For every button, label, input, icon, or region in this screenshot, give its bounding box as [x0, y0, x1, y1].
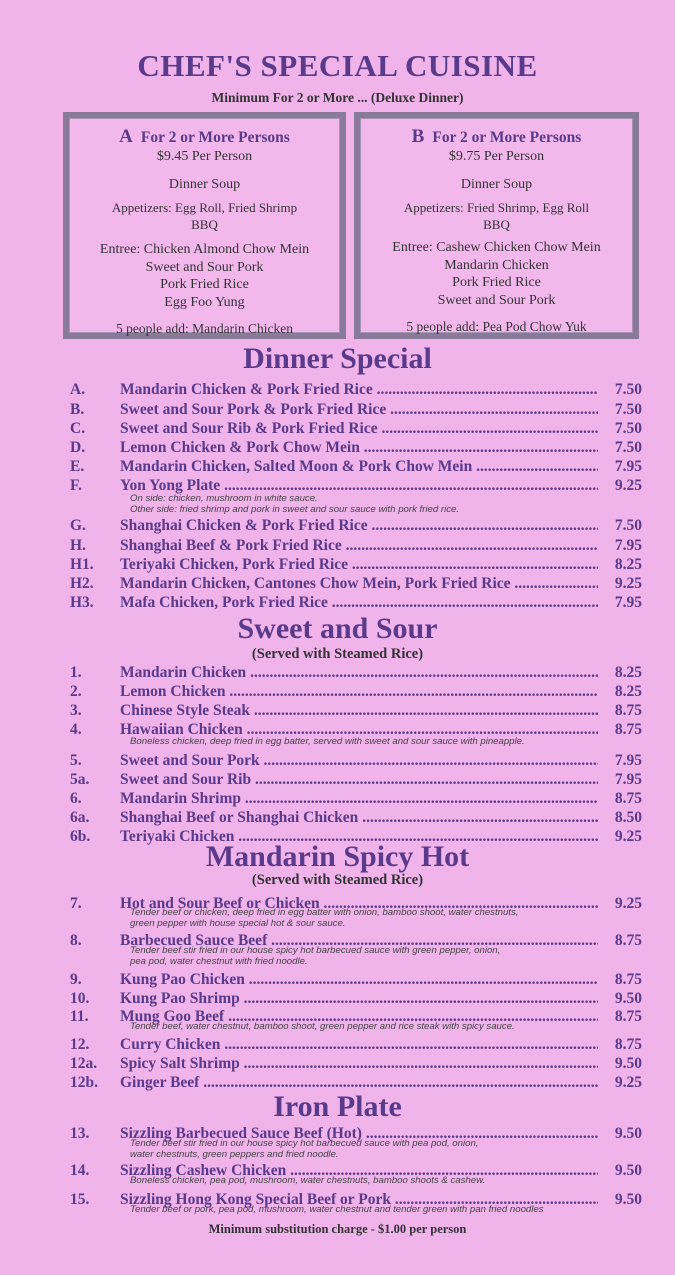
item-price: 9.50 [598, 1162, 642, 1180]
item-price: 9.50 [598, 1125, 642, 1143]
item-name: Sweet and Sour Rib & Pork Fried Rice ..... [120, 420, 598, 438]
menu-item [70, 556, 642, 574]
item-name: Teriyaki Chicken, Pork Fried Rice ..... [120, 556, 598, 574]
item-name: Mandarin Chicken & Pork Fried Rice ..... [120, 381, 598, 399]
item-price: 9.25 [598, 895, 642, 913]
item-price: 7.95 [598, 752, 642, 770]
deluxe-box-b [354, 112, 639, 339]
item-name: Mandarin Shrimp ..... [120, 790, 598, 808]
item-number: 4. [70, 721, 82, 738]
menu-item [70, 752, 642, 770]
deluxe-price: $9.75 Per Person [448, 149, 545, 164]
deluxe-entree [360, 239, 633, 309]
menu-item [70, 809, 642, 827]
item-number: G. [70, 517, 86, 534]
item-number: 5a. [70, 771, 90, 788]
menu-subtitle: Minimum For 2 or More ... (Deluxe Dinner) [211, 90, 464, 105]
item-description [130, 1139, 630, 1160]
item-number: 15. [70, 1191, 90, 1208]
item-description-line: green pepper with house special hot & sour sauce. [130, 917, 346, 929]
deluxe-entree-line: Mandarin Chicken [444, 257, 549, 273]
item-name: Lemon Chicken & Pork Chow Mein ..... [120, 439, 598, 457]
item-price: 8.25 [598, 683, 642, 701]
deluxe-entree [69, 241, 340, 311]
item-name: Teriyaki Chicken ..... [120, 828, 598, 846]
menu-item [70, 458, 642, 476]
deluxe-entree-line: Entree: Cashew Chicken Chow Mein [392, 240, 601, 255]
item-name: Shanghai Beef or Shanghai Chicken ..... [120, 809, 598, 827]
section-title-iron-plate: Iron Plate [273, 1090, 402, 1123]
deluxe-appetizers-line1: Appetizers: Egg Roll, Fried Shrimp [111, 200, 298, 215]
item-name: Kung Pao Shrimp ..... [120, 990, 598, 1008]
item-number: H3. [70, 594, 94, 611]
item-price: 7.95 [598, 594, 642, 612]
deluxe-appetizers-line2: BBQ [483, 217, 510, 232]
item-name: Ginger Beef ..... [120, 1074, 598, 1092]
item-price: 9.50 [598, 990, 642, 1008]
menu-item [70, 1055, 642, 1073]
item-number: F. [70, 477, 82, 494]
item-name: Sweet and Sour Rib ..... [120, 771, 598, 789]
item-number: 13. [70, 1125, 90, 1142]
deluxe-entree-line: Sweet and Sour Pork [437, 292, 556, 308]
item-description-line: pea pod, water chestnut with fried noodle. [130, 955, 308, 967]
deluxe-heading [69, 126, 340, 148]
item-name: Mandarin Chicken, Salted Moon & Pork Chow Mein ..... [120, 458, 598, 476]
menu-item [70, 401, 642, 419]
item-price: 7.95 [598, 458, 642, 476]
item-name: Sweet and Sour Pork & Pork Fried Rice ..... [120, 401, 598, 419]
deluxe-entree-line: Entree: Chicken Almond Chow Mein [99, 242, 310, 257]
item-price: 8.25 [598, 556, 642, 574]
deluxe-appetizers-line2: BBQ [191, 217, 218, 232]
item-description-line: water chestnuts, green peppers and fried noodle. [130, 1148, 339, 1160]
item-price: 9.25 [598, 477, 642, 495]
menu-title: CHEF'S SPECIAL CUISINE [137, 48, 538, 83]
menu-item [70, 381, 642, 399]
item-name: Curry Chicken ..... [120, 1036, 598, 1054]
menu-item [70, 537, 642, 555]
item-price: 7.50 [598, 381, 642, 399]
item-number: D. [70, 439, 86, 456]
item-description-line: Other side: fried shrimp and pork in sweet and sour sauce with pork fried rice. [130, 503, 460, 515]
item-number: 2. [70, 683, 82, 700]
item-price: 8.75 [598, 971, 642, 989]
substitution-note: Minimum substitution charge - $1.00 per person [208, 1222, 467, 1236]
item-price: 8.75 [598, 702, 642, 720]
item-name: Hot and Sour Beef or Chicken ..... [120, 895, 598, 913]
deluxe-appetizers-line1: Appetizers: Fried Shrimp, Egg Roll [403, 200, 590, 215]
item-number: 6. [70, 790, 82, 807]
item-price: 9.25 [598, 828, 642, 846]
item-name: Spicy Salt Shrimp ..... [120, 1055, 598, 1073]
item-price: 9.25 [598, 1074, 642, 1092]
item-description-line: Tender beef stir fried in our house spicy hot barbecued sauce with pea pod, onion, [130, 1138, 479, 1149]
item-number: B. [70, 401, 85, 418]
item-number: 10. [70, 990, 90, 1007]
item-number: 12. [70, 1036, 90, 1053]
section-title-mandarin-spicy-hot: Mandarin Spicy Hot [205, 840, 470, 873]
menu-item [70, 971, 642, 989]
deluxe-add: 5 people add: Pea Pod Chow Yuk [406, 319, 587, 334]
item-number: 6b. [70, 828, 91, 845]
item-number: 7. [70, 895, 82, 912]
item-number: E. [70, 458, 85, 475]
item-price: 8.75 [598, 721, 642, 739]
item-description-line: Tender beef stir fried in our house spicy hot barbecued sauce with green pepper, onion, [130, 945, 501, 956]
deluxe-entree-line: Pork Fried Rice [452, 275, 541, 290]
item-price: 8.75 [598, 790, 642, 808]
item-number: 1. [70, 664, 82, 681]
item-number: H1. [70, 556, 94, 573]
item-description-line: On side: chicken, mushroom in white sauce. [130, 493, 318, 504]
item-description: Tender beef or pork, pea pod, mushroom, water chestnut and tender green with pan fried noodles [130, 1204, 544, 1215]
item-name: Kung Pao Chicken ..... [120, 971, 598, 989]
item-price: 9.50 [598, 1055, 642, 1073]
item-number: A. [70, 381, 86, 398]
item-price: 7.50 [598, 439, 642, 457]
item-name: Shanghai Chicken & Pork Fried Rice ..... [120, 517, 598, 535]
item-number: 11. [70, 1008, 89, 1025]
item-price: 7.95 [598, 771, 642, 789]
menu-item [70, 990, 642, 1008]
item-price: 8.50 [598, 809, 642, 827]
item-number: 3. [70, 702, 82, 719]
item-name: Sweet and Sour Pork ..... [120, 752, 598, 770]
menu-item [70, 517, 642, 535]
item-description: Boneless chicken, deep fried in egg batter, served with sweet and sour sauce with pineapple. [130, 736, 525, 747]
item-number: 12b. [70, 1074, 98, 1091]
deluxe-letter: B [411, 126, 425, 147]
item-description-line: Tender beef or chicken, deep fried in egg batter with onion, bamboo shoot, water chestnuts, [130, 907, 519, 918]
deluxe-soup: Dinner Soup [168, 177, 241, 192]
item-price: 7.50 [598, 517, 642, 535]
menu-item [70, 664, 642, 682]
item-name: Mung Goo Beef ..... [120, 1008, 598, 1026]
item-description [130, 494, 630, 515]
deluxe-box-a [63, 112, 346, 339]
item-number: 12a. [70, 1055, 98, 1072]
item-price: 8.75 [598, 932, 642, 950]
item-description: Tender beef, water chestnut, bamboo shoot, green pepper and rice steak with spicy sauce. [130, 1021, 515, 1032]
menu-item [70, 1036, 642, 1054]
item-number: 5. [70, 752, 82, 769]
item-price: 7.50 [598, 420, 642, 438]
item-number: C. [70, 420, 86, 437]
item-price: 9.50 [598, 1191, 642, 1209]
menu-item [70, 439, 642, 457]
item-name: Mafa Chicken, Pork Fried Rice ..... [120, 594, 598, 612]
item-price: 9.25 [598, 575, 642, 593]
item-number: 8. [70, 932, 82, 949]
menu-item [70, 683, 642, 701]
item-name: Hawaiian Chicken ..... [120, 721, 598, 739]
item-number: H. [70, 537, 86, 554]
menu-item [70, 575, 642, 593]
section-title-sweet-and-sour: Sweet and Sour [237, 612, 438, 645]
deluxe-heading-text: For 2 or More Persons [140, 129, 290, 146]
item-name: Sizzling Hong Kong Special Beef or Pork ..... [120, 1191, 598, 1209]
item-name: Mandarin Chicken ..... [120, 664, 598, 682]
item-description: Boneless chicken, pea pod, mushroom, water chestnuts, bamboo shoots & cashew. [130, 1175, 486, 1186]
menu-item [70, 790, 642, 808]
menu-item [70, 594, 642, 612]
deluxe-entree-line: Egg Foo Yung [164, 294, 245, 310]
item-name: Lemon Chicken ..... [120, 683, 598, 701]
deluxe-add: 5 people add: Mandarin Chicken [116, 321, 293, 336]
item-description [130, 908, 630, 929]
item-price: 7.50 [598, 401, 642, 419]
item-name: Sizzling Cashew Chicken ..... [120, 1162, 598, 1180]
deluxe-heading [360, 126, 633, 148]
menu-item [70, 771, 642, 789]
section-subtitle: (Served with Steamed Rice) [251, 646, 424, 662]
item-name: Shanghai Beef & Pork Fried Rice ..... [120, 537, 598, 555]
item-number: 6a. [70, 809, 90, 826]
section-subtitle: (Served with Steamed Rice) [251, 872, 424, 888]
menu-item [70, 420, 642, 438]
deluxe-appetizers [360, 199, 633, 233]
item-number: 9. [70, 971, 82, 988]
item-name: Yon Yong Plate ..... [120, 477, 598, 495]
item-name: Barbecued Sauce Beef ..... [120, 932, 598, 950]
deluxe-heading-text: For 2 or More Persons [432, 129, 582, 146]
item-price: 8.75 [598, 1008, 642, 1026]
deluxe-entree-line: Sweet and Sour Pork [145, 259, 264, 275]
item-price: 7.95 [598, 537, 642, 555]
deluxe-appetizers [69, 199, 340, 233]
deluxe-letter: A [119, 126, 133, 147]
item-price: 8.25 [598, 664, 642, 682]
item-description [130, 946, 630, 967]
section-title-dinner-special: Dinner Special [243, 342, 432, 375]
menu-item [70, 702, 642, 720]
deluxe-price: $9.45 Per Person [156, 149, 253, 164]
item-number: H2. [70, 575, 94, 592]
item-name: Chinese Style Steak ..... [120, 702, 598, 720]
item-name: Mandarin Chicken, Cantones Chow Mein, Pork Fried Rice ..... [120, 575, 598, 593]
deluxe-soup: Dinner Soup [460, 177, 533, 192]
item-name: Sizzling Barbecued Sauce Beef (Hot) ..... [120, 1125, 598, 1143]
item-price: 8.75 [598, 1036, 642, 1054]
item-number: 14. [70, 1162, 90, 1179]
deluxe-entree-line: Pork Fried Rice [160, 277, 249, 292]
